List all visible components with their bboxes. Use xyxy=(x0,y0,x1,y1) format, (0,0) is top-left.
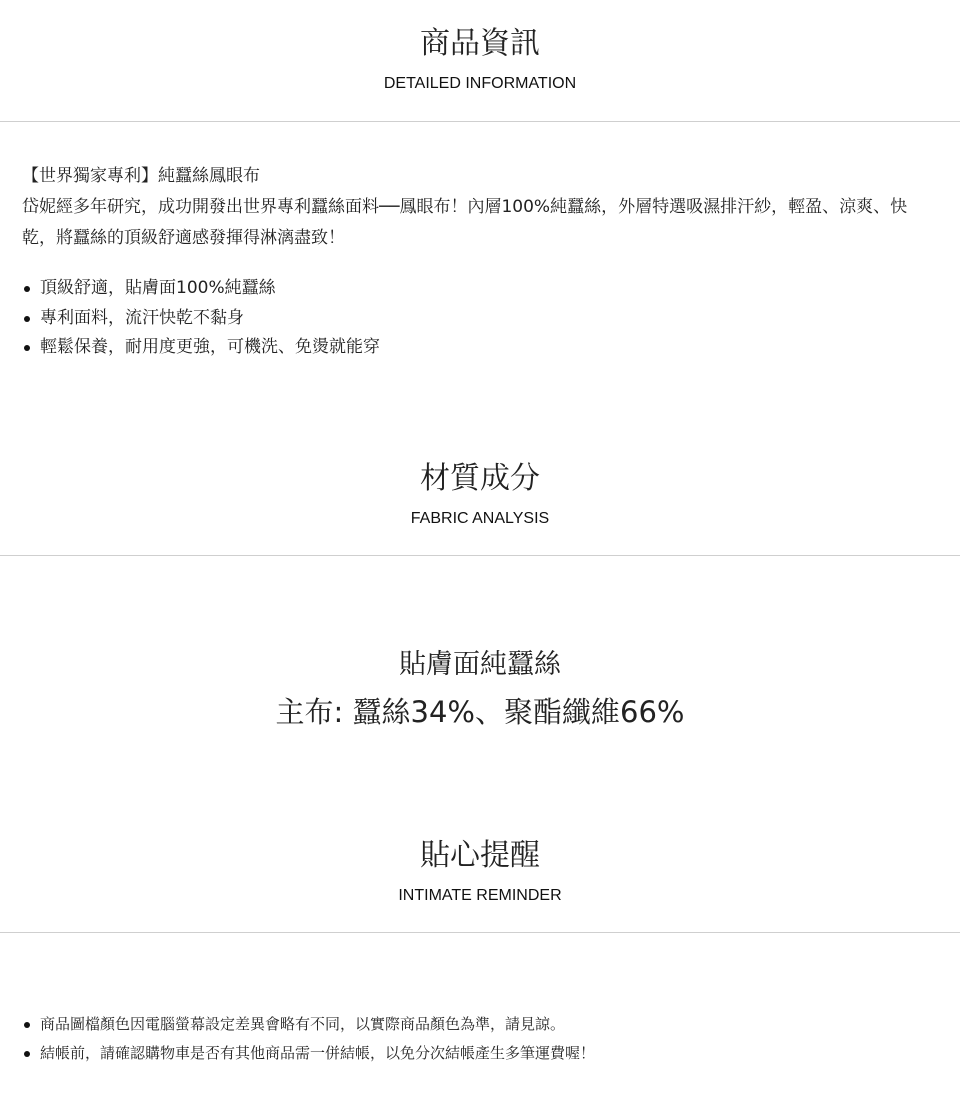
fabric-composition xyxy=(0,648,960,732)
list-item: 輕鬆保養，耐用度更強，可機洗、免燙就能穿 xyxy=(22,333,380,363)
list-item: 商品圖檔顏色因電腦螢幕設定差異會略有不同，以實際商品顏色為準，請見諒。 xyxy=(22,1010,595,1039)
fabric-subtitle: FABRIC ANALYSIS xyxy=(410,510,550,527)
list-item: 專利面料，流汗快乾不黏身 xyxy=(22,304,380,334)
reminder-header xyxy=(0,838,960,906)
feature-list xyxy=(22,274,380,363)
product-intro xyxy=(22,161,922,254)
fabric-title: 材質成分 xyxy=(420,461,540,496)
fabric-line-skin-side: 貼膚面純蠶絲 xyxy=(399,649,561,680)
intro-body: 岱妮經多年研究，成功開發出世界專利蠶絲面料──鳳眼布！內層100%純蠶絲，外層特選吸濕排汗紗，輕盈、涼爽、快乾，將蠶絲的頂級舒適感發揮得淋漓盡致！ xyxy=(22,197,908,248)
divider xyxy=(0,121,960,122)
divider xyxy=(0,932,960,933)
product-info-header xyxy=(0,26,960,94)
list-item: 頂級舒適，貼膚面100%純蠶絲 xyxy=(22,274,380,304)
intro-heading: 【世界獨家專利】純蠶絲鳳眼布 xyxy=(22,166,260,186)
reminder-list xyxy=(22,1010,595,1068)
divider xyxy=(0,555,960,556)
fabric-header xyxy=(0,461,960,529)
fabric-line-main: 主布: 蠶絲34%、聚酯纖維66% xyxy=(275,695,685,729)
product-info-title: 商品資訊 xyxy=(420,26,540,61)
reminder-subtitle: INTIMATE REMINDER xyxy=(398,887,562,904)
reminder-title: 貼心提醒 xyxy=(420,838,540,873)
product-info-subtitle: DETAILED INFORMATION xyxy=(383,75,577,92)
list-item: 結帳前，請確認購物車是否有其他商品需一併結帳，以免分次結帳產生多筆運費喔！ xyxy=(22,1039,595,1068)
